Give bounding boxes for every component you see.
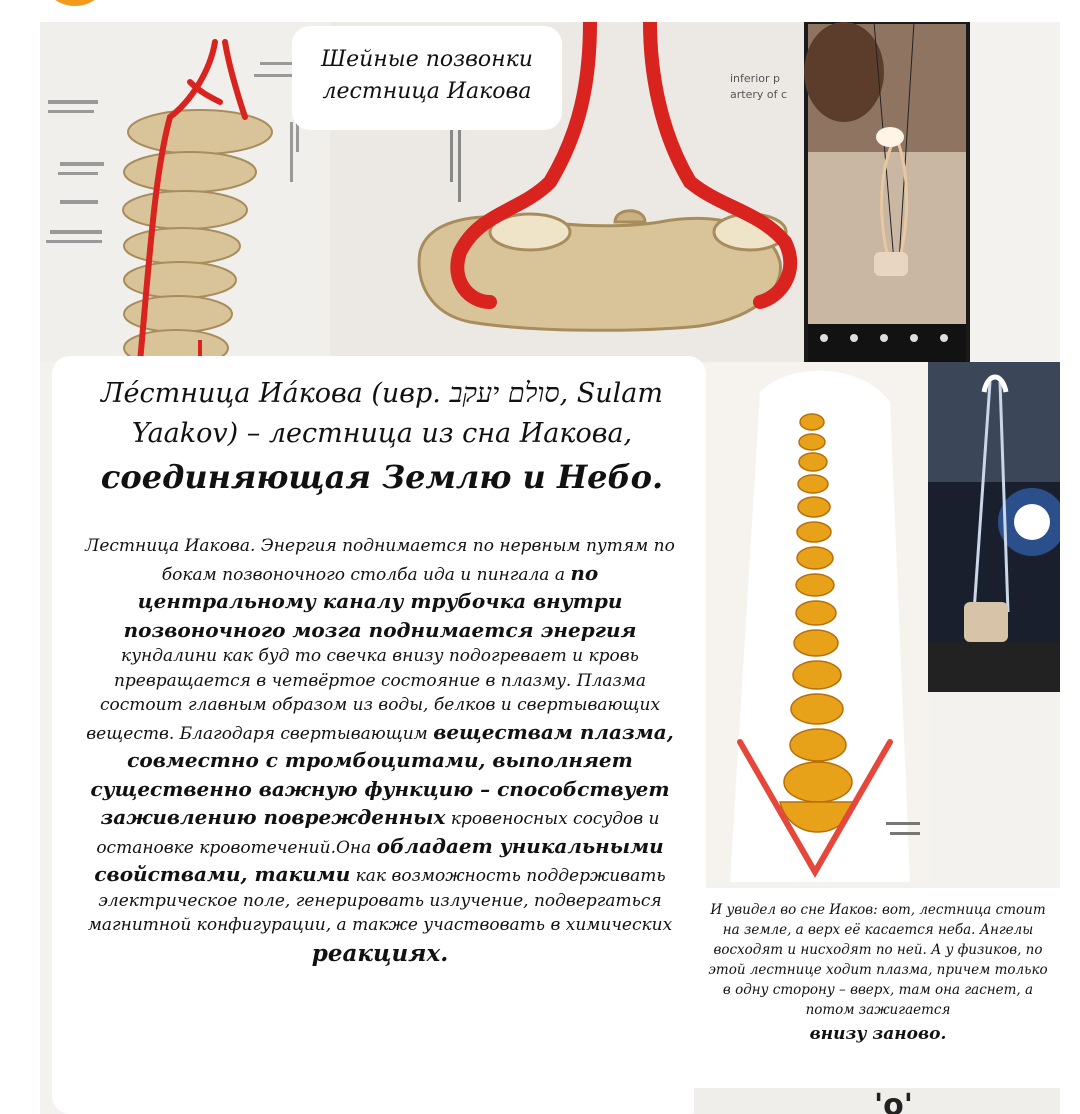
- body-p1: Лестница Иакова. Энергия поднимается по нервным путям по бокам позвоночного столба ида и пингала а: [85, 536, 675, 585]
- body-p2: по центральному каналу трубочка внутри позвоночного мозга поднимается энергия: [123, 560, 637, 642]
- heading-line-1: Ле́стница Иа́кова (ивр. סולם יעקב, Sulam: [101, 378, 663, 409]
- corner-badge: [40, 0, 110, 6]
- bottom-glyph: 'o': [874, 1088, 913, 1114]
- side-quote-card: [694, 888, 1060, 1088]
- glowing-spine-image: [700, 362, 930, 882]
- video-screenshot: [804, 22, 970, 362]
- body-p6: обладает уникальными свойствами, такими: [94, 833, 664, 886]
- anatomy-label-inferior: inferior p: [730, 72, 780, 85]
- side-quote-text: И увидел во сне Иаков: вот, лестница стоит на земле, а верх её касается неба. Ангелы восходят и нисходят по ней. А у физиков, по этой лестнице ходит плазма, причем только в одну сторону – вверх, там она гаснет, а потом зажигается: [708, 902, 1048, 1018]
- body-p7: как возможность поддерживать электрическое поле, генерировать излучение, подвергаться магнитной конфигурации, а также участвовать в химических: [87, 866, 673, 935]
- caption-line-1: Шейные позвонки: [321, 47, 533, 72]
- caption-line-2: лестница Иакова: [322, 79, 532, 104]
- main-body-text: [74, 534, 686, 966]
- body-p5: кровеносных сосудов и остановке кровотечений.Она: [96, 809, 660, 858]
- body-p3: кундалини как буд то свечка внизу подогревает и кровь превращается в четвёртое состояние в плазму. Плазма состоит главным образом из воды, белков и свертывающих веществ. Благодаря свертывающим: [86, 646, 661, 744]
- bottom-strip: [694, 1088, 1060, 1114]
- plasma-lamp-photo: [928, 362, 1060, 692]
- heading-line-3: соединяющая Землю и Небо.: [100, 458, 664, 496]
- side-quote-end: внизу заново.: [809, 1024, 947, 1044]
- cervical-spine-anatomy-image: [40, 22, 330, 362]
- main-text-card: [52, 356, 706, 1114]
- body-p8: реакциях.: [311, 939, 449, 967]
- heading-line-2: Yaakov) – лестница из сна Иакова,: [131, 418, 633, 449]
- anatomy-label-artery: artery of c: [730, 88, 788, 101]
- top-caption-card: [292, 26, 562, 130]
- main-heading: [72, 374, 692, 500]
- body-p4: веществам плазма, совместно с тромбоцитами, выполняет существенно важную функцию – способствует заживлению поврежденных: [90, 719, 674, 829]
- collage-frame: [40, 22, 1060, 1114]
